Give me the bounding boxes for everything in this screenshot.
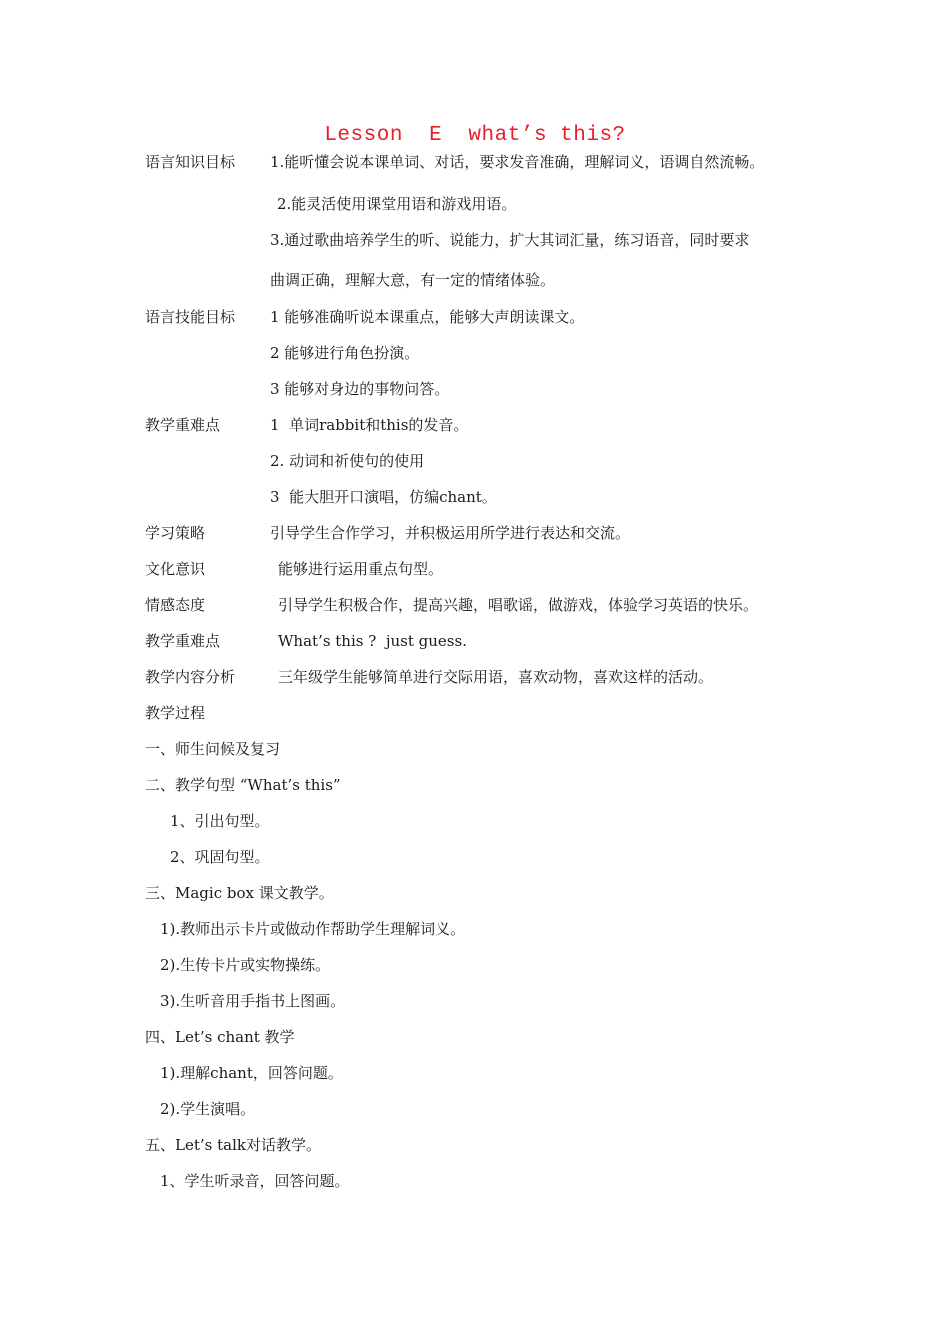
row-text: 三年级学生能够简单进行交际用语，喜欢动物，喜欢这样的活动。 [278,668,714,686]
process-step: 一、师生问候及复习 [145,740,281,758]
row-label: 学习策略 [145,524,206,542]
process-substep: 1、引出句型。 [170,812,270,830]
process-substep: 2、巩固句型。 [170,848,270,866]
process-substep: 1).理解chant，回答问题。 [160,1064,343,1082]
row-label: 文化意识 [145,560,206,578]
row-text: 引导学生合作学习，并积极运用所学进行表达和交流。 [270,524,631,542]
row-label: 情感态度 [145,596,206,614]
objective-label-difficulty: 教学重难点 [145,416,221,434]
process-substep: 1、学生听录音，回答问题。 [160,1172,350,1190]
process-substep: 1).教师出示卡片或做动作帮助学生理解词义。 [160,920,466,938]
objective-item: 曲调正确，理解大意，有一定的情绪体验。 [270,271,556,289]
objective-label-skill: 语言技能目标 [145,308,236,326]
process-substep: 2).学生演唱。 [160,1100,256,1118]
process-step: 二、教学句型 “What’s this” [145,776,341,794]
row-label: 教学重难点 [145,632,221,650]
process-step: 四、Let’s chant 教学 [145,1028,295,1046]
objective-item: 1 单词rabbit和this的发音。 [270,416,469,434]
process-substep: 2).生传卡片或实物操练。 [160,956,331,974]
row-text: 引导学生积极合作，提高兴趣，唱歌谣，做游戏，体验学习英语的快乐。 [278,596,759,614]
objective-label-knowledge: 语言知识目标 [145,153,236,171]
row-label: 教学内容分析 [145,668,236,686]
objective-item: 2 能够进行角色扮演。 [270,344,420,362]
objective-item: 1.能听懂会说本课单词、对话，要求发音准确，理解词义，语调自然流畅。 [270,153,765,171]
process-heading: 教学过程 [145,704,206,722]
objective-item: 2.能灵活使用课堂用语和游戏用语。 [277,195,517,213]
lesson-title: Lesson E what’s this? [324,124,626,147]
objective-item: 1 能够准确听说本课重点，能够大声朗读课文。 [270,308,585,326]
process-step: 五、Let’s talk对话教学。 [145,1136,321,1154]
objective-item: 3 能够对身边的事物问答。 [270,380,450,398]
process-step: 三、Magic box 课文教学。 [145,884,334,902]
objective-item: 3.通过歌曲培养学生的听、说能力，扩大其词汇量，练习语音，同时要求 [270,231,750,249]
objective-item: 3 能大胆开口演唱，仿编chant。 [270,488,497,506]
objective-item: 2. 动词和祈使句的使用 [270,452,425,470]
row-text: What’s this ? just guess. [278,632,467,650]
process-substep: 3).生听音用手指书上图画。 [160,992,346,1010]
row-text: 能够进行运用重点句型。 [278,560,444,578]
